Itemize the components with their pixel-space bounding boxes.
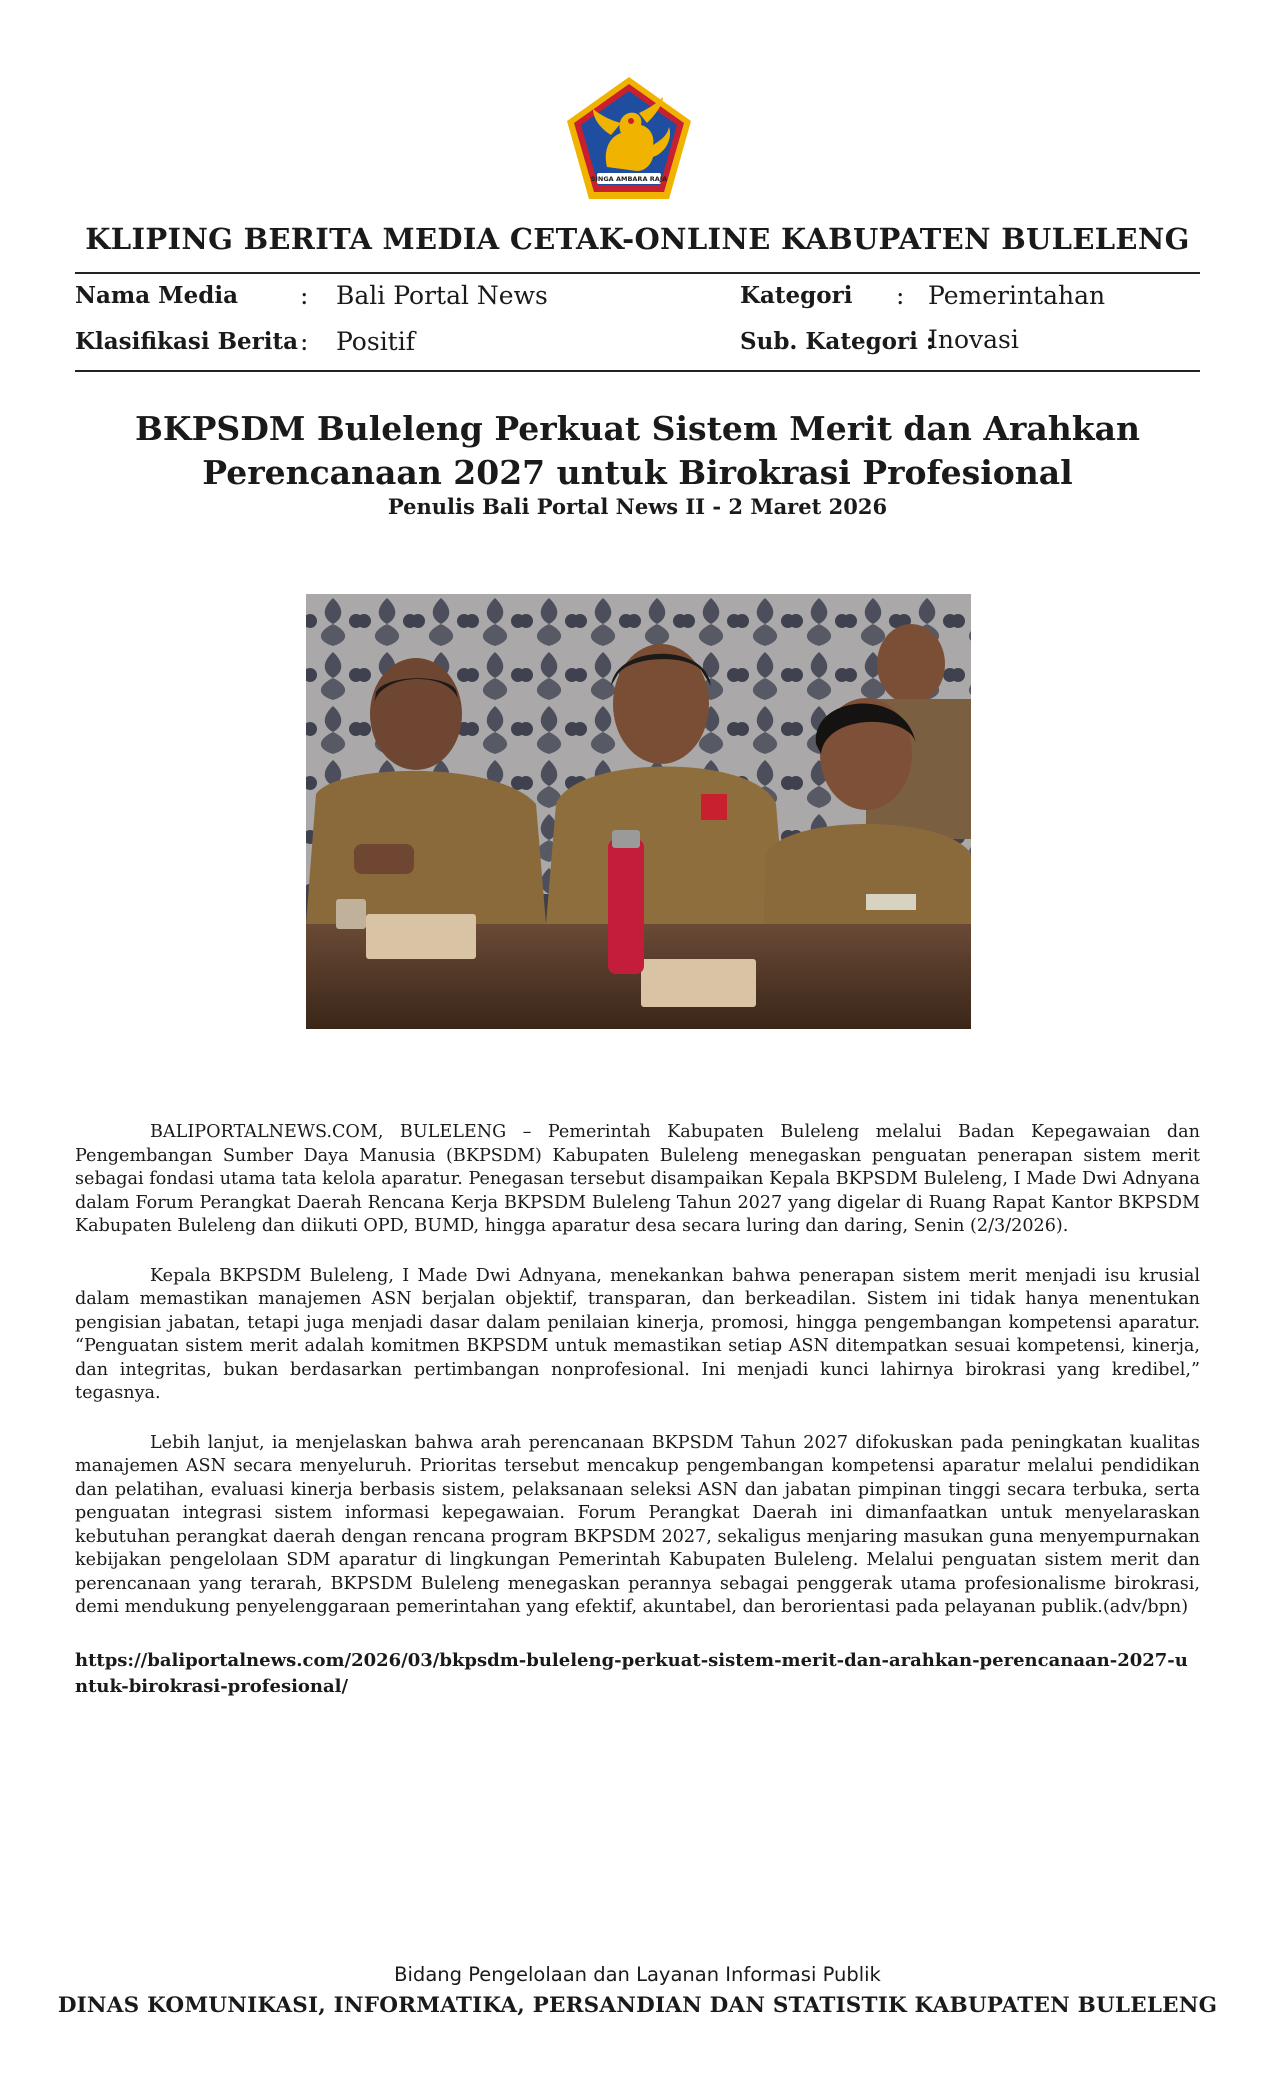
colon: :: [300, 327, 309, 356]
article-paragraph: Lebih lanjut, ia menjelaskan bahwa arah perencanaan BKPSDM Tahun 2027 difokuskan pada peningkatan kualitas manajemen ASN secara menyeluruh. Prioritas tersebut mencakup pengembangan kompetensi aparatur melalui pendidikan dan pelatihan, evaluasi kinerja berbasis sistem, pelaksanaan seleksi ASN dan jabatan pimpinan tinggi secara terbuka, serta penguatan integrasi sistem informasi kepegawaian. Forum Perangkat Daerah ini dimanfaatkan untuk menyelaraskan kebutuhan perangkat daerah dengan rencana program BKPSDM 2027, sekaligus menjaring masukan guna menyempurnakan kebijakan pengelolaan SDM aparatur di lingkungan Pemerintah Kabupaten Buleleng. Melalui penguatan sistem merit dan perencanaan yang terarah, BKPSDM Buleleng menegaskan perannya sebagai penggerak utama profesionalisme birokrasi, demi mendukung penyelenggaraan pemerintahan yang efektif, akuntabel, dan berorientasi pada pelayanan publik.(adv/bpn): [75, 1432, 1200, 1617]
article-paragraph: BALIPORTALNEWS.COM, BULELENG – Pemerintah Kabupaten Buleleng melalui Badan Kepegawaian dan Pengembangan Sumber Daya Manusia (BKPSDM) Kabupaten Buleleng menegaskan penguatan penerapan sistem merit sebagai fondasi utama tata kelola aparatur. Penegasan tersebut disampaikan Kepala BKPSDM Buleleng, I Made Dwi Adnyana dalam Forum Perangkat Daerah Rencana Kerja BKPSDM Buleleng Tahun 2027 yang digelar di Ruang Rapat Kantor BKPSDM Kabupaten Buleleng dan diikuti OPD, BUMD, hingga aparatur desa secara luring dan daring, Senin (2/3/2026).: [75, 1122, 1200, 1236]
footer-title: DINAS KOMUNIKASI, INFORMATIKA, PERSANDIAN DAN STATISTIK KABUPATEN BULELENG: [57, 1993, 1218, 2018]
article-title: BKPSDM Buleleng Perkuat Sistem Merit dan Arahkan Perencanaan 2027 untuk Birokrasi Profesional: [135, 409, 1140, 492]
kategori-value: Pemerintahan: [928, 281, 1106, 310]
klasifikasi-value: Positif: [336, 327, 415, 356]
buleleng-logo: [563, 75, 695, 203]
article-paragraph: Kepala BKPSDM Buleleng, I Made Dwi Adnyana, menekankan bahwa penerapan sistem merit menjadi isu krusial dalam memastikan manajemen ASN berjalan objektif, transparan, dan berkeadilan. Sistem ini tidak hanya menentukan pengisian jabatan, tetapi juga menjadi dasar dalam penilaian kinerja, promosi, hingga pengembangan kompetensi aparatur. “Penguatan sistem merit adalah komitmen BKPSDM untuk memastikan setiap ASN ditempatkan sesuai kompetensi, kinerja, dan integritas, bukan berdasarkan pertimbangan nonprofesional. Ini menjadi kunci lahirnya birokrasi yang kredibel,” tegasnya.: [75, 1265, 1200, 1403]
sub-kategori-label: Sub. Kategori :: [740, 328, 935, 355]
singa-ambara-raja-emblem-icon: [563, 75, 695, 203]
article-photo: [306, 594, 971, 1029]
article-byline: Penulis Bali Portal News II - 2 Maret 2026: [387, 494, 888, 519]
colon: :: [300, 281, 309, 310]
divider-bottom: [75, 370, 1200, 372]
footer-subtitle: Bidang Pengelolaan dan Layanan Informasi Publik: [394, 1963, 881, 1986]
logo-motto: SINGA AMBARA RAJA: [590, 175, 668, 183]
colon: :: [896, 281, 905, 310]
divider-top: [75, 272, 1200, 274]
meeting-photo-illustration: [306, 594, 971, 1029]
article-body: [75, 1121, 1200, 1646]
nama-media-label: Nama Media: [75, 282, 238, 309]
klasifikasi-label: Klasifikasi Berita: [75, 328, 299, 355]
sub-kategori-value: Inovasi: [928, 325, 1019, 354]
clipping-title: KLIPING BERITA MEDIA CETAK-ONLINE KABUPATEN BULELENG: [85, 222, 1190, 256]
article-url[interactable]: https://baliportalnews.com/2026/03/bkpsdm-buleleng-perkuat-sistem-merit-dan-arahkan-perencanaan-2027-untuk-birokrasi-profesional/: [75, 1650, 1188, 1697]
nama-media-value: Bali Portal News: [336, 281, 548, 310]
kategori-label: Kategori: [740, 282, 853, 309]
